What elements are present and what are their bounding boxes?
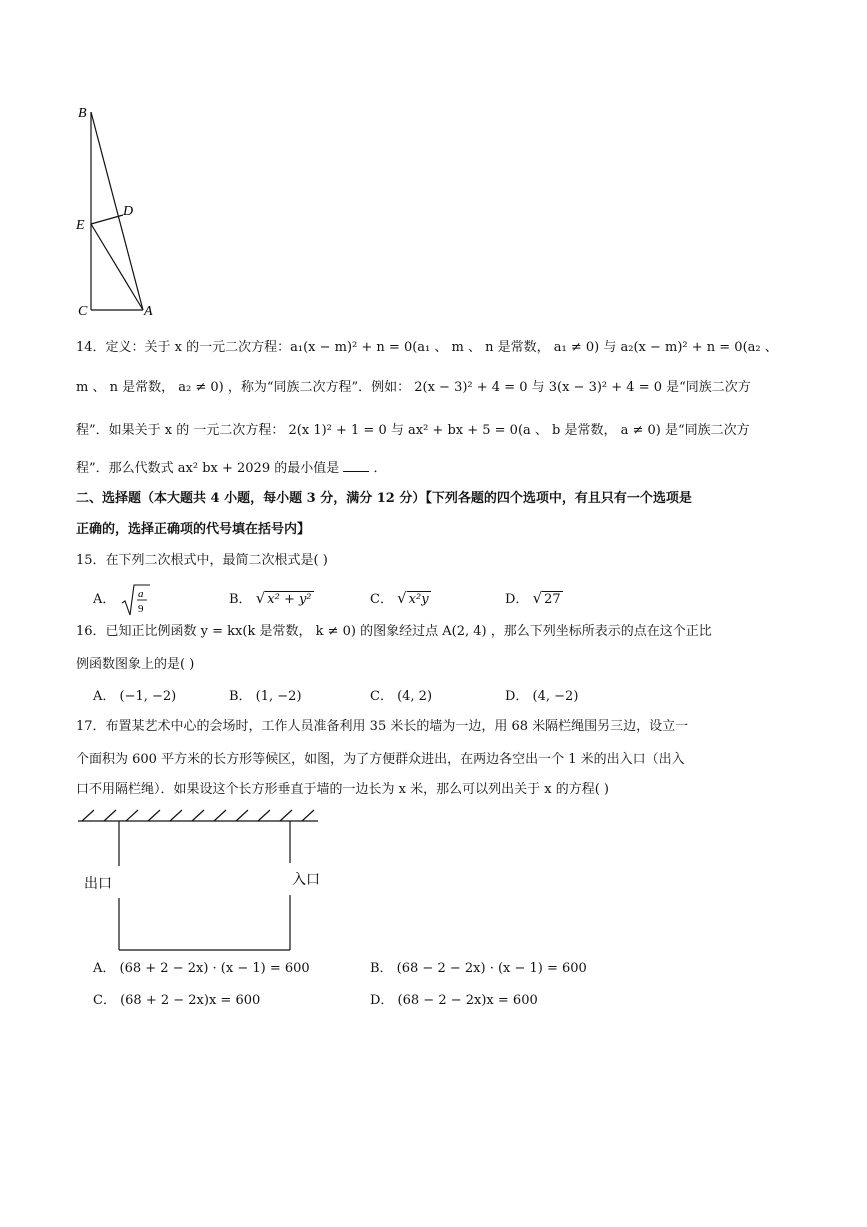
q14-line-4 (76, 459, 387, 479)
q15-option-b[interactable] (229, 588, 314, 610)
q15-option-d-label: D． (505, 592, 529, 607)
q17-line-1: 17．布置某艺术中心的会场时，工作人员准备利用 35 米长的墙为一边，用 68 米隔栏绳围另三边，设立一 (76, 719, 689, 734)
q16-line-2: 例函数图象上的是( ) (76, 657, 195, 672)
q16-option-c[interactable]: C． (4, 2) (370, 689, 433, 704)
q15-stem: 15．在下列二次根式中，最简二次根式是( ) (76, 553, 328, 568)
label-E: E (76, 218, 85, 233)
entrance-label: 入口 (292, 873, 320, 888)
q14-line-3: 程”．如果关于 x 的 一元二次方程： 2(x 1)² + 1 = 0 与 ax² + bx + 5 = 0(a 、 b 是常数， a ≠ 0) 是“同族二次方 (76, 423, 750, 438)
q15-d-radicand: 27 (544, 592, 561, 607)
label-C: C (78, 304, 88, 319)
q15-b-radicand: x² + y² (267, 592, 312, 607)
q15-option-b-label: B． (229, 592, 252, 607)
answer-blank[interactable] (343, 459, 369, 472)
exit-label: 出口 (84, 877, 112, 892)
q15-option-a-label: A． (93, 592, 116, 607)
q15-a-numerator: a (137, 588, 144, 600)
q16-option-d[interactable]: D． (4, −2) (505, 689, 579, 704)
q14-line-4-prefix: 程”．那么代数式 ax² bx + 2029 的最小值是 (76, 461, 340, 476)
q15-option-d[interactable] (505, 588, 563, 610)
q15-d-radical-sign: √ (532, 589, 543, 607)
q16-option-b[interactable]: B． (1, −2) (229, 689, 302, 704)
q15-b-radical-sign: √ (255, 589, 266, 607)
q17-line-3: 口不用隔栏绳）．如果设这个长方形垂直于墙的一边长为 x 米，那么可以列出关于 x 的方程( ) (76, 782, 609, 797)
q15-a-denominator: 9 (137, 603, 144, 615)
label-B: B (78, 106, 87, 121)
q16-option-a[interactable]: A． (−1, −2) (93, 689, 177, 704)
q15-c-radical-sign: √ (397, 589, 407, 607)
q17-option-d[interactable]: D． (68 − 2 − 2x)x = 600 (370, 993, 538, 1008)
q17-option-b[interactable]: B． (68 − 2 − 2x) · (x − 1) = 600 (370, 961, 587, 976)
q15-option-c[interactable] (370, 588, 431, 610)
section-2-line-2: 正确的，选择正确项的代号填在括号内】 (76, 522, 311, 537)
q15-c-radicand: x²y (408, 592, 429, 607)
q17-line-2: 个面积为 600 平方米的长方形等候区，如图，为了方便群众进出，在两边各空出一个 1 米的出入口（出入 (76, 752, 685, 767)
label-A: A (144, 304, 153, 319)
q14-line-2: m 、 n 是常数， a₂ ≠ 0) ，称为“同族二次方程”．例如： 2(x − 3)² + 4 = 0 与 3(x − 3)² + 4 = 0 是“同族二次方 (76, 380, 751, 395)
q15-option-c-label: C． (370, 592, 393, 607)
q16-line-1: 16．已知正比例函数 y = kx(k 是常数， k ≠ 0) 的图象经过点 A(2, 4) ，那么下列坐标所表示的点在这个正比 (76, 624, 712, 639)
label-D: D (123, 204, 134, 219)
q14-line-4-suffix: ． (373, 461, 387, 476)
q15-option-a-radical (120, 583, 152, 617)
triangle-figure (70, 95, 170, 325)
waiting-area-diagram (74, 808, 324, 956)
q17-option-a[interactable]: A． (68 + 2 − 2x) · (x − 1) = 600 (93, 961, 310, 976)
section-2-line-1: 二、选择题（本大题共 4 小题，每小题 3 分，满分 12 分）【下列各题的四个选项中，有且只有一个选项是 (76, 491, 692, 506)
q15-option-a[interactable] (93, 583, 152, 617)
q14-line-1: 14．定义：关于 x 的一元二次方程：a₁(x − m)² + n = 0(a₁ 、 m 、 n 是常数， a₁ ≠ 0) 与 a₂(x − m)² + n = 0(a₂ 、 (76, 340, 778, 355)
q17-option-c[interactable]: C． (68 + 2 − 2x)x = 600 (93, 993, 261, 1008)
